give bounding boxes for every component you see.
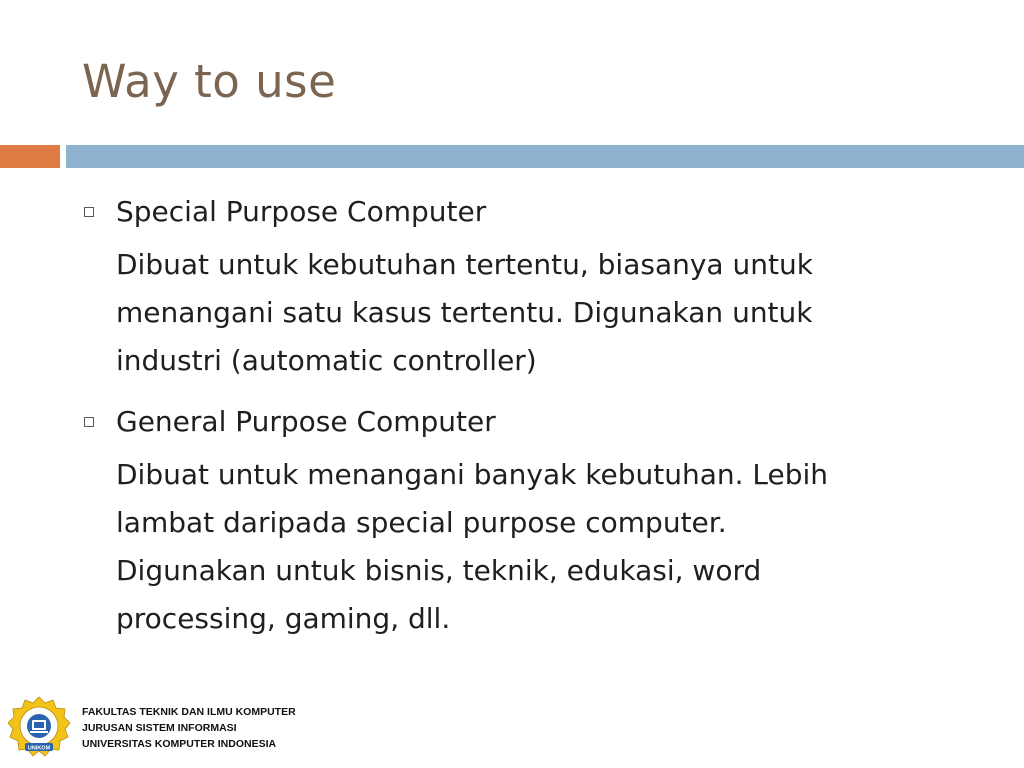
square-bullet-icon: [84, 417, 94, 427]
slide-content: [80, 193, 980, 643]
description-line: industri (automatic controller): [116, 344, 537, 377]
footer-university: UNIVERSITAS KOMPUTER INDONESIA: [82, 738, 277, 750]
bullet-heading: Special Purpose Computer: [116, 195, 487, 228]
slide-title: Way to use: [82, 55, 337, 108]
description-line: Dibuat untuk kebutuhan tertentu, biasanya untuk: [116, 248, 813, 281]
footer-faculty: FAKULTAS TEKNIK DAN ILMU KOMPUTER: [82, 706, 296, 718]
description-line: Dibuat untuk menangani banyak kebutuhan. Lebih: [116, 458, 829, 491]
description-line: processing, gaming, dll.: [116, 602, 451, 635]
footer: [8, 696, 296, 758]
square-bullet-icon: [84, 207, 94, 217]
bullet-description: [80, 241, 916, 385]
description-line: Digunakan untuk bisnis, teknik, edukasi, word: [116, 554, 762, 587]
accent-bar-blue: [66, 145, 1024, 168]
bullet-item-general-purpose: [80, 403, 980, 441]
description-line: menangani satu kasus tertentu. Digunakan untuk: [116, 296, 813, 329]
university-seal-icon: [8, 696, 70, 758]
footer-department: JURUSAN SISTEM INFORMASI: [82, 722, 237, 734]
bullet-item-special-purpose: [80, 193, 980, 231]
bullet-heading: General Purpose Computer: [116, 405, 496, 438]
footer-institution: [82, 704, 296, 752]
svg-text:UNIKOM: UNIKOM: [27, 745, 51, 752]
description-line: lambat daripada special purpose computer.: [116, 506, 727, 539]
accent-bar-orange: [0, 145, 60, 168]
bullet-description: [80, 451, 916, 643]
